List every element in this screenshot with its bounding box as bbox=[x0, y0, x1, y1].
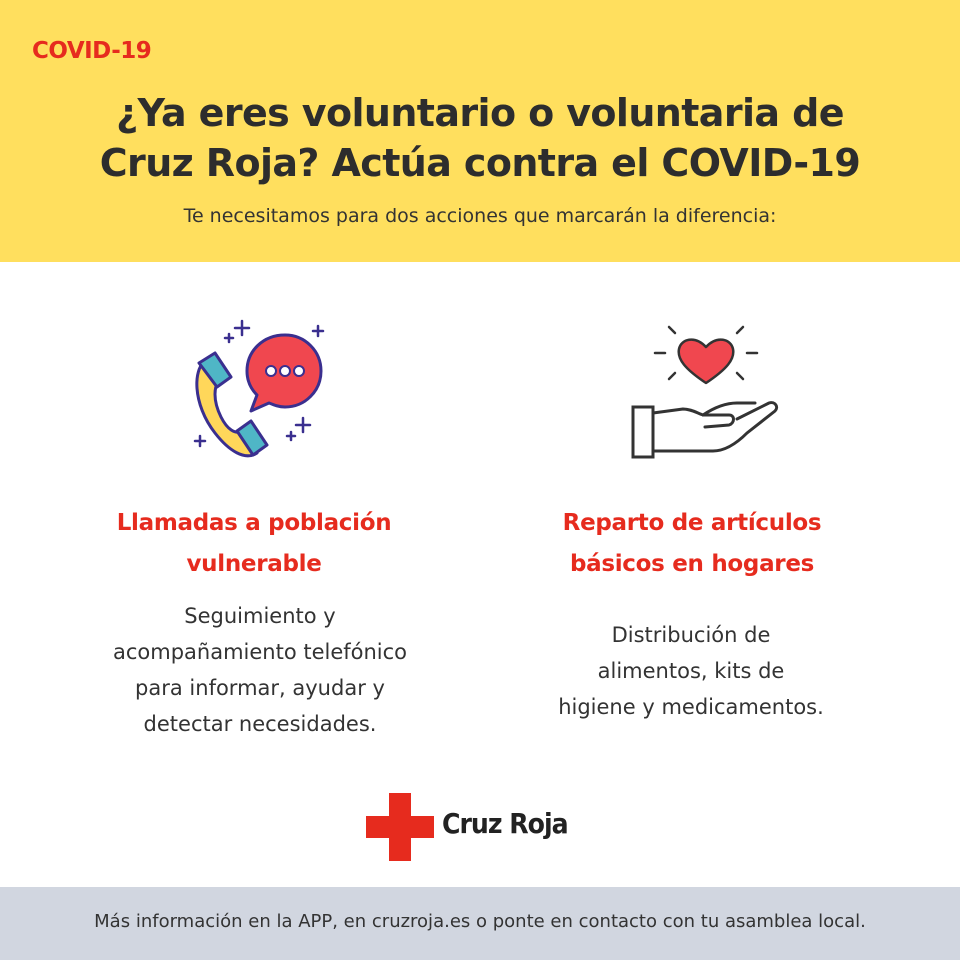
page-title bbox=[0, 88, 960, 188]
covid-tag: COVID-19 bbox=[32, 38, 152, 64]
action-2-title-line-2: básicos en hogares bbox=[569, 551, 815, 577]
title-line-2: Cruz Roja? Actúa contra el COVID-19 bbox=[99, 141, 861, 185]
action-2-desc-line-2: alimentos, kits de bbox=[597, 659, 785, 683]
action-2-title bbox=[482, 503, 902, 585]
action-2-desc-line-3: higiene y medicamentos. bbox=[558, 695, 824, 719]
action-1-desc-line-4: detectar necesidades. bbox=[143, 712, 377, 736]
action-2-title-line-1: Reparto de artículos bbox=[562, 510, 822, 536]
action-2-desc-line-1: Distribución de bbox=[611, 623, 771, 647]
action-1-title-line-2: vulnerable bbox=[186, 551, 322, 577]
action-1-title-line-1: Llamadas a población bbox=[116, 510, 392, 536]
logo-text: Cruz Roja bbox=[442, 807, 568, 840]
action-2-description bbox=[481, 617, 901, 725]
action-1-description bbox=[50, 598, 470, 742]
footer-text: Más información en la APP, en cruzroja.es o ponte en contacto con tu asamblea local. bbox=[94, 911, 866, 932]
phone-chat-icon bbox=[185, 315, 335, 465]
title-line-1: ¿Ya eres voluntario o voluntaria de bbox=[116, 91, 844, 135]
cruz-roja-logo bbox=[366, 793, 586, 861]
hand-heart-icon bbox=[625, 315, 785, 465]
red-cross-icon bbox=[366, 793, 434, 861]
header-banner bbox=[0, 0, 960, 262]
action-1-desc-line-1: Seguimiento y bbox=[184, 604, 336, 628]
page-subtitle: Te necesitamos para dos acciones que marcarán la diferencia: bbox=[183, 205, 777, 227]
action-1-desc-line-3: para informar, ayudar y bbox=[135, 676, 385, 700]
footer-bar bbox=[0, 887, 960, 960]
action-1-desc-line-2: acompañamiento telefónico bbox=[112, 640, 408, 664]
action-1-title bbox=[44, 503, 464, 585]
